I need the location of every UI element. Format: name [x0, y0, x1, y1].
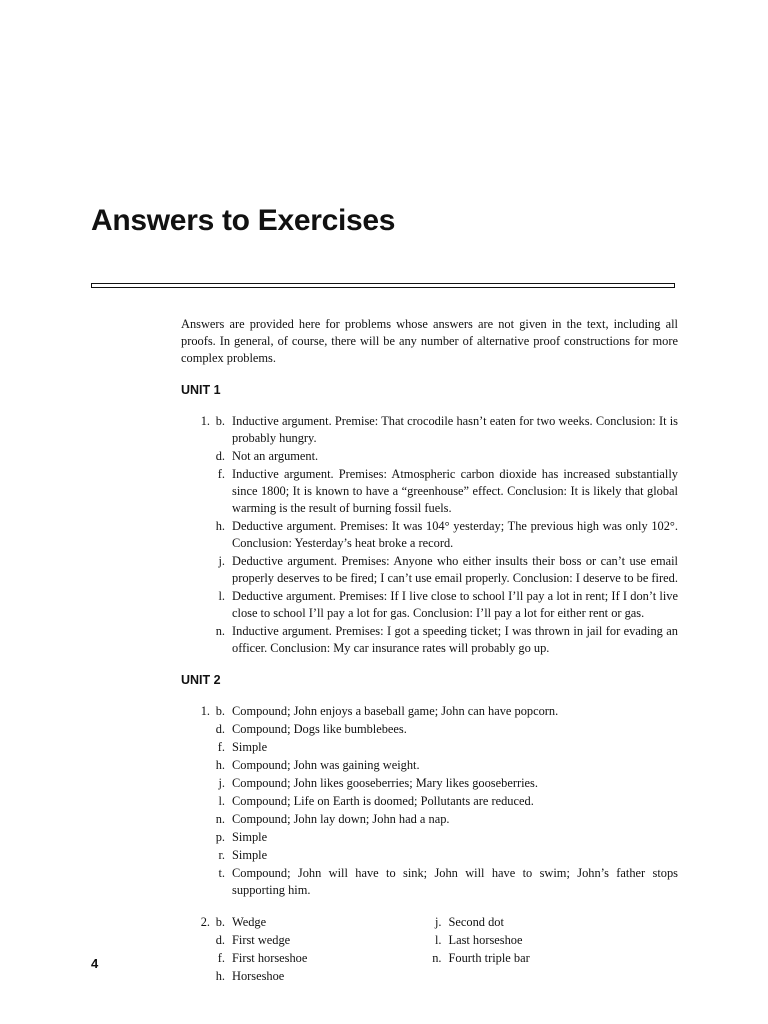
item-text: Compound; Dogs like bumblebees.: [232, 722, 407, 736]
item-text: Compound; John enjoys a baseball game; John can have popcorn.: [232, 704, 559, 718]
list-item: [181, 623, 678, 657]
list-item: [181, 829, 678, 846]
item-letter: f.: [217, 740, 225, 754]
list-item: [181, 914, 430, 931]
list-item: [181, 865, 678, 899]
list-item: [181, 950, 430, 967]
item-text: Compound; Life on Earth is doomed; Pollutants are reduced.: [232, 794, 534, 808]
item-letter: f.: [217, 467, 225, 481]
item-text: Not an argument.: [232, 449, 319, 463]
item-text: Compound; John lay down; John had a nap.: [232, 812, 450, 826]
item-text: Second dot: [448, 915, 504, 929]
item-letter: b.: [215, 915, 225, 929]
exercise2-right-column: [430, 914, 679, 986]
list-item: [181, 466, 678, 517]
item-text: Fourth triple bar: [448, 951, 530, 965]
list-item: [181, 968, 430, 985]
item-text: Simple: [232, 848, 268, 862]
item-letter: j.: [218, 776, 225, 790]
item-text: Deductive argument. Premises: It was 104° yesterday; The previous high was only 102°. Conclusion: Yesterday’s heat broke a record.: [232, 519, 678, 550]
list-item: [181, 757, 678, 774]
item-letter: h.: [215, 969, 225, 983]
main-content: [181, 316, 678, 986]
list-item: [181, 721, 678, 738]
item-letter: h.: [215, 519, 225, 533]
item-letter: d.: [215, 722, 225, 736]
list-item: [430, 932, 679, 949]
item-text: Simple: [232, 740, 268, 754]
list-item: [181, 413, 678, 447]
list-item: [181, 448, 678, 465]
item-text: Deductive argument. Premises: Anyone who either insults their boss or can’t use email properly deserves to be fired; I can’t use email properly. Conclusion: I deserve to be fired.: [232, 554, 678, 585]
unit1-heading: UNIT 1: [181, 383, 221, 397]
item-text: First horseshoe: [232, 951, 308, 965]
intro-paragraph: Answers are provided here for problems whose answers are not given in the text, including all proofs. In general, of course, there will be any number of alternative proof constructions for more complex problems.: [181, 317, 678, 365]
list-item: [181, 739, 678, 756]
list-item: [430, 914, 679, 931]
unit2-exercise2: [181, 914, 678, 986]
item-text: Simple: [232, 830, 268, 844]
item-letter: d.: [215, 933, 225, 947]
item-text: Horseshoe: [232, 969, 285, 983]
list-item: [181, 703, 678, 720]
item-letter: n.: [215, 624, 225, 638]
item-letter: f.: [217, 951, 225, 965]
item-letter: r.: [218, 848, 225, 862]
item-text: Last horseshoe: [448, 933, 523, 947]
item-text: Wedge: [232, 915, 267, 929]
page-number: 4: [91, 956, 99, 971]
exercise-number: 2.: [200, 915, 210, 929]
item-letter: l.: [218, 794, 225, 808]
item-text: Inductive argument. Premise: That crocodile hasn’t eaten for two weeks. Conclusion: It is probably hungry.: [232, 414, 678, 445]
unit2-heading: UNIT 2: [181, 673, 221, 687]
item-letter: d.: [215, 449, 225, 463]
list-item: [181, 811, 678, 828]
list-item: [181, 847, 678, 864]
item-text: Deductive argument. Premises: If I live close to school I’ll pay a lot in rent; If I don’t live close to school I’ll pay a lot for gas. Conclusion: I’ll pay a lot for either rent or gas.: [232, 589, 678, 620]
list-item: [430, 950, 679, 967]
page-title: Answers to Exercises: [91, 204, 396, 237]
item-letter: p.: [215, 830, 225, 844]
item-letter: t.: [218, 866, 225, 880]
list-item: [181, 588, 678, 622]
item-text: First wedge: [232, 933, 291, 947]
item-text: Compound; John was gaining weight.: [232, 758, 420, 772]
exercise-number: 1.: [200, 414, 210, 428]
item-text: Inductive argument. Premises: Atmospheric carbon dioxide has increased substantially since 1800; It is known to have a “greenhouse” effect. Conclusion: It is likely that global warming is the result of burning fossil fuels.: [232, 467, 678, 515]
list-item: [181, 932, 430, 949]
item-letter: n.: [432, 951, 442, 965]
title-rule: [91, 283, 675, 288]
item-text: Inductive argument. Premises: I got a speeding ticket; I was thrown in jail for evading an officer. Conclusion: My car insurance rates will probably go up.: [232, 624, 678, 655]
list-item: [181, 518, 678, 552]
list-item: [181, 793, 678, 810]
item-letter: n.: [215, 812, 225, 826]
item-letter: j.: [218, 554, 225, 568]
item-text: Compound; John will have to sink; John will have to swim; John’s father stops supporting him.: [232, 866, 678, 897]
item-letter: b.: [215, 704, 225, 718]
item-letter: h.: [215, 758, 225, 772]
item-letter: b.: [215, 414, 225, 428]
item-text: Compound; John likes gooseberries; Mary likes gooseberries.: [232, 776, 538, 790]
item-letter: l.: [218, 589, 225, 603]
unit1-list: [181, 413, 678, 657]
exercise-number: 1.: [200, 704, 210, 718]
item-letter: j.: [434, 915, 442, 929]
unit2-list: [181, 703, 678, 899]
item-letter: l.: [434, 933, 442, 947]
list-item: [181, 553, 678, 587]
exercise2-left-column: [181, 914, 430, 986]
list-item: [181, 775, 678, 792]
